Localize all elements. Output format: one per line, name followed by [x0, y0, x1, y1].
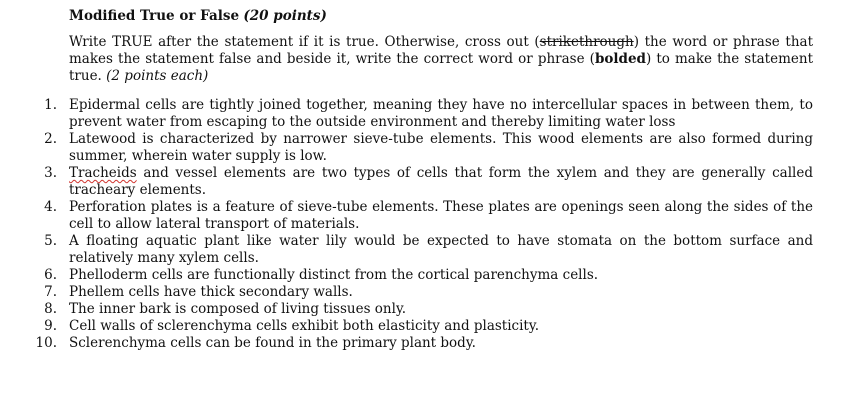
statement-item-1	[0, 97, 813, 131]
item-number: 3.	[44, 165, 57, 181]
spellcheck-word: Tracheids	[69, 165, 137, 181]
statement-item-7	[0, 284, 813, 301]
item-number: 8.	[44, 301, 57, 317]
statement-item-9	[0, 318, 813, 335]
section-heading	[69, 8, 327, 25]
item-number: 10.	[35, 335, 57, 351]
item-number: 1.	[44, 97, 57, 113]
item-text: The inner bark is composed of living tissues only.	[69, 301, 407, 317]
item-number: 6.	[44, 267, 57, 283]
instructions-text-1: Write TRUE after the statement if it is true. Otherwise, cross out (	[69, 34, 540, 50]
item-number: 4.	[44, 199, 57, 215]
instructions-paragraph	[69, 34, 813, 85]
bolded-example: bolded	[594, 51, 646, 67]
heading-points: (20 points)	[243, 8, 327, 24]
statement-list	[0, 97, 847, 352]
item-text: A floating aquatic plant like water lily would be expected to have stomata on the bottom surface and relatively many xylem cells.	[69, 233, 813, 266]
item-text: Perforation plates is a feature of sieve-tube elements. These plates are openings seen along the sides of the cell to allow lateral transport of materials.	[69, 199, 813, 232]
item-text: and vessel elements are two types of cells that form the xylem and they are generally called tracheary elements.	[69, 165, 813, 198]
item-text: Phelloderm cells are functionally distinct from the cortical parenchyma cells.	[69, 267, 599, 283]
instructions-text-2: ) the word or phrase that makes the statement false and beside it, write the correct word or phrase (	[69, 34, 813, 67]
item-text: Cell walls of sclerenchyma cells exhibit both elasticity and plasticity.	[69, 318, 539, 334]
item-text: Phellem cells have thick secondary walls.	[69, 284, 353, 300]
statement-item-5	[0, 233, 813, 267]
item-text: Sclerenchyma cells can be found in the primary plant body.	[69, 335, 476, 351]
statement-item-10	[0, 335, 813, 352]
item-number: 7.	[44, 284, 57, 300]
statement-item-2	[0, 131, 813, 165]
item-number: 5.	[44, 233, 57, 249]
statement-item-3	[0, 165, 813, 199]
heading-title: Modified True or False	[69, 8, 240, 24]
points-each-note: (2 points each)	[106, 68, 209, 84]
item-text: Epidermal cells are tightly joined together, meaning they have no intercellular spaces in between them, to prevent water from escaping to the outside environment and thereby limiting water loss	[69, 97, 813, 130]
statement-item-4	[0, 199, 813, 233]
statement-item-8	[0, 301, 813, 318]
strikethrough-example: strikethrough	[539, 34, 634, 50]
instructions-text-3: ) to make the statement true.	[69, 51, 814, 84]
item-text: Latewood is characterized by narrower sieve-tube elements. This wood elements are also formed during summer, wherein water supply is low.	[69, 131, 813, 164]
item-number: 2.	[44, 131, 57, 147]
statement-item-6	[0, 267, 813, 284]
item-number: 9.	[44, 318, 57, 334]
